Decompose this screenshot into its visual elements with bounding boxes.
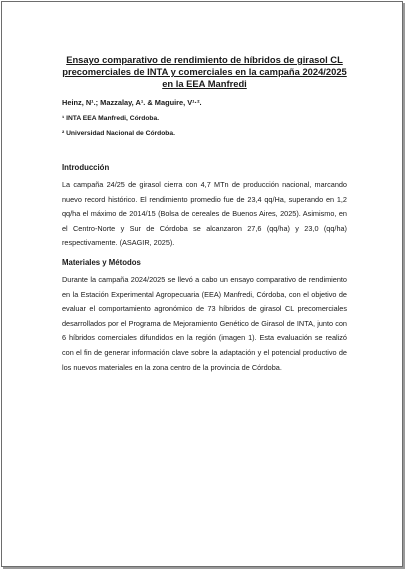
section-heading-materiales-metodos: Materiales y Métodos	[62, 257, 141, 267]
affiliation-2: ² Universidad Nacional de Córdoba.	[62, 130, 175, 137]
document-page	[1, 1, 403, 567]
section-body-introduccion: La campaña 24/25 de girasol cierra con 4,7 MTn de producción nacional, marcando nuevo record histórico. El rendimiento promedio fue de 23,4 qq/Ha, superando en 1,2 qq/ha el máximo de 2014/15 (Bolsa de cereales de Buenos Aires, 2025). Asimismo, en el Centro-Norte y Sur de Córdoba se alcanzaron 27,6 (qq/ha) y 23,0 (qq/ha) respectivamente. (ASAGIR, 2025).	[62, 180, 347, 248]
document-title: Ensayo comparativo de rendimiento de híbridos de girasol CL precomerciales de INTA y comerciales en la campaña 2024/2025 en la EEA Manfredi	[62, 54, 347, 89]
affiliation-1: ¹ INTA EEA Manfredi, Córdoba.	[62, 115, 160, 122]
authors-line: Heinz, N¹.; Mazzalay, A¹. & Maguire, V¹·².	[62, 98, 202, 107]
section-heading-introduccion: Introducción	[62, 163, 110, 172]
document-content	[62, 54, 347, 375]
section-body-materiales-metodos: Durante la campaña 2024/2025 se llevó a cabo un ensayo comparativo de rendimiento en la Estación Experimental Agropecuaria (EEA) Manfredi, Córdoba, con el objetivo de evaluar el comportamiento agronómico de 73 híbridos de girasol CL precomerciales desarrollados por el Programa de Mejoramiento Genético de Girasol de INTA, junto con 6 híbridos comerciales difundidos en la región (imagen 1). Esta evaluación se realizó con el fin de generar información clave sobre la adaptación y el potencial productivo de los nuevos materiales en la zona centro de la provincia de Córdoba.	[62, 274, 347, 372]
